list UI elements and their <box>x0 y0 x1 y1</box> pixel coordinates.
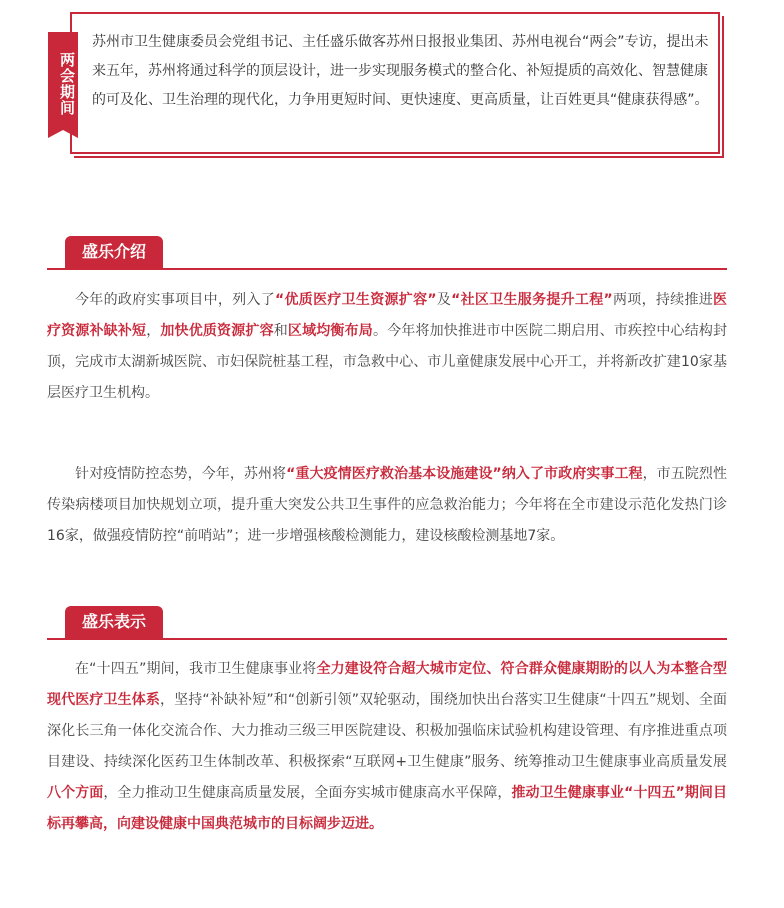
highlight-text: “优质医疗卫生资源扩容” <box>275 292 437 308</box>
section-title-introduction: 盛乐介绍 <box>65 236 163 268</box>
intro-label: 两会期间 <box>48 32 78 130</box>
section-header-introduction <box>47 236 727 270</box>
highlight-text: “重大疫情医疗救治基本设施建设”纳入了市政府实事工程 <box>286 466 643 482</box>
highlight-text: 全力建设符合超大城市定位、符合群众健康期盼的以人为本整合型现代医疗卫生体系 <box>47 661 727 708</box>
highlight-text: “社区卫生服务提升工程” <box>451 292 613 308</box>
paragraph-projects <box>47 285 727 409</box>
text-run: 两项，持续推进 <box>612 292 714 308</box>
paragraph-epidemic <box>47 459 727 552</box>
text-run: ， <box>146 323 161 339</box>
text-run: ，市五院烈性传染病楼项目加快规划立项，提升重大突发公共卫生事件的应急救治能力；今年将在全市建设示范化发热门诊16家，做强疫情防控“前哨站”；进一步增强核酸检测能力，建设核酸检测基地7家。 <box>47 466 727 544</box>
intro-text: 苏州市卫生健康委员会党组书记、主任盛乐做客苏州日报报业集团、苏州电视台“两会”专访，提出未来五年，苏州将通过科学的顶层设计，进一步实现服务模式的整合化、补短提质的高效化、智慧健康的可及化、卫生治理的现代化，力争用更短时间、更快速度、更高质量，让百姓更具“健康获得感”。 <box>92 34 709 108</box>
text-run: 今年的政府实事项目中，列入了 <box>75 292 276 308</box>
text-run: 在“十四五”期间，我市卫生健康事业将 <box>75 661 317 677</box>
highlight-text: 医疗资源补缺补短 <box>47 292 728 339</box>
paragraph-plan <box>47 654 727 840</box>
text-run: 。今年将加快推进市中医院二期启用、市疾控中心结构封顶，完成市太湖新城医院、市妇保院桩基工程，市急救中心、市儿童健康发展中心开工，并将新改扩建10家基层医疗卫生机构。 <box>47 323 728 401</box>
text-run: 及 <box>436 292 452 308</box>
highlight-text: 推动卫生健康事业“十四五”期间目标再攀高，向建设健康中国典范城市的目标阔步迈进。 <box>47 785 728 832</box>
section-header-statement <box>47 606 727 640</box>
highlight-text: 八个方面 <box>47 785 104 801</box>
highlight-text: 区域均衡布局 <box>287 323 373 339</box>
intro-label-tip <box>48 130 78 138</box>
text-run: ，坚持“补缺补短”和“创新引领”双轮驱动，围绕加快出台落实卫生健康“十四五”规划、全面深化长三角一体化交流合作、大力推动三级三甲医院建设、积极加强临床试验机构建设管理、有序推进重点项目建设、持续深化医药卫生体制改革、积极探索“互联网+卫生健康”服务、统筹推动卫生健康事业高质量发展 <box>47 692 728 770</box>
text-run: 和 <box>273 323 288 339</box>
highlight-text: 加快优质资源扩容 <box>160 323 274 339</box>
text-run: ，全力推动卫生健康高质量发展，全面夯实城市健康高水平保障， <box>103 785 512 801</box>
section-title-statement: 盛乐表示 <box>65 606 163 638</box>
text-run: 针对疫情防控态势，今年，苏州将 <box>75 466 287 482</box>
